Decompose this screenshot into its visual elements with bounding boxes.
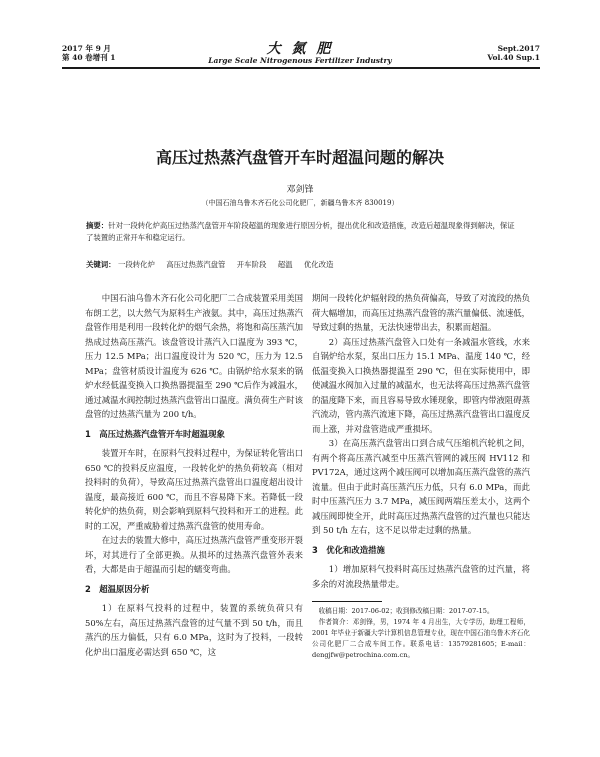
body-paragraph: 装置开车时，在原料气投料过程中，为保证转化管出口 650 ℃的投料反应温度，一段转化炉的热负荷较高（相对投料时的负荷），导致高压过热蒸汽盘管出口温度超出设计温度，最高接近 600 ℃，而且不容易降下来。若降低一段转化炉的热负荷，则会影响到原料气投料和开工的进程。此时的工况，严重威胁着过热蒸汽盘管的使用寿命。: [85, 448, 303, 531]
issue-date-en: [487, 44, 540, 62]
issue-volume-line: 第 40 卷增刊 1: [62, 53, 116, 62]
section-heading: 1 高压过热蒸汽盘管开车时超温现象: [85, 428, 225, 439]
section-heading: 3 优化和改造措施: [312, 544, 385, 555]
keywords: [86, 259, 518, 271]
issue-date-en-line: Sept.2017: [497, 44, 540, 53]
abstract: [86, 220, 518, 244]
article-author: 邓剑锋: [286, 185, 314, 195]
footnote-author-bio: 作者简介：邓剑锋，男，1974 年 4 月出生，大专学历，助理工程师，2001 年毕业于新疆大学计算机信息管理专业，现在中国石油乌鲁木齐石化公司化肥厂二合成车间工作。联系电话：13579281605；E-mail：dengjfw@petrochina.com.cn。: [312, 618, 530, 659]
keyword: 优化改造: [303, 260, 334, 269]
issue-volume-en-line: Vol.40 Sup.1: [487, 53, 540, 62]
author-affiliation: （中国石油乌鲁木齐石化公司化肥厂，新疆乌鲁木齐 830019）: [201, 199, 399, 207]
journal-english-title: Large Scale Nitrogenous Fertilizer Industry: [208, 56, 392, 65]
footnote-divider: [312, 601, 382, 602]
body-column-left: [85, 291, 303, 659]
journal-header: [0, 0, 600, 70]
keyword: 一段转化炉: [117, 260, 155, 269]
footnote-received: 收稿日期：2017-06-02；收到修改稿日期：2017-07-15。: [318, 607, 494, 615]
body-paragraph: 在过去的装置大修中，高压过热蒸汽盘管严重变形开裂坏，对其进行了全部更换。从损坏的过热蒸汽盘管外表来看，大都是由于超温而引起的蠕变弯曲。: [85, 535, 303, 574]
body-paragraph: 1）在原料气投料的过程中，装置的系统负荷只有 50%左右，高压过热蒸汽盘管的过气量不到 50 t/h，而且蒸汽的压力偏低，只有 6.0 MPa，这时为了投料，一段转化炉出口温度必需达到 650 ℃，这: [85, 603, 303, 657]
article-title: 高压过热蒸汽盘管开车时超温问题的解决: [155, 148, 444, 167]
abstract-text: 针对一段转化炉高压过热蒸汽盘管开车阶段超温的现象进行原因分析，提出优化和改造措施，改造后超温现象得到解决，保证了装置的正常开车和稳定运行。: [86, 221, 515, 242]
body-paragraph: 3）在高压蒸汽盘管出口到合成气压缩机汽轮机之间，有两个将高压蒸汽减至中压蒸汽管网的减压阀 HV112 和 PV172A，通过这两个减压阀可以增加高压蒸汽盘管的蒸汽流量。但由于此时高压蒸汽压力低，只有 6.0 MPa，而此时中压蒸汽压力 3.7 MPa，减压阀两端压差太小，这两个减压阀即使全开，此时高压过热蒸汽盘管的过汽量也只能达到 50 t/h 左右，这不足以带走过剩的热量。: [312, 438, 530, 535]
header-divider: [62, 67, 540, 69]
section-heading: 2 超温原因分析: [85, 583, 150, 594]
issue-date-line: 2017 年 9 月: [62, 44, 111, 53]
keywords-label: 关键词：: [86, 260, 116, 269]
keyword: 开车阶段: [236, 260, 267, 269]
intro-paragraph: 中国石油乌鲁木齐石化公司化肥厂二合成装置采用美国布朗工艺，以大然气为原料生产液氨。其中，高压过热蒸汽盘管作用是利用一段转化炉的烟气余热，将饱和高压蒸汽加热成过热高压蒸汽。该盘管设计蒸汽入口温度为 393 ℃，压力 12.5 MPa；出口温度设计为 520 ℃，压力为 12.5 MPa；盘管材质设计温度为 626 ℃。由锅炉给水泵来的锅炉水经低温变换入口换热器提温至 290 ℃后作为减温水，通过减温水阀控制过热蒸汽盘管出口温度。满负荷生产时该盘管的过热蒸汽量为 200 t/h。: [85, 293, 303, 419]
keyword: 超温: [277, 260, 293, 269]
body-paragraph-continued: 期间一段转化炉辐射段的热负荷偏高，导致了对流段的热负荷大幅增加，而高压过热蒸汽盘管的蒸汽量偏低、流速低，导致过剩的热量，无法快速带出去，积累而超温。: [312, 293, 530, 332]
abstract-label: 摘要：: [86, 221, 109, 230]
keyword: 高压过热蒸汽盘管: [166, 260, 226, 269]
body-column-right: [312, 291, 530, 661]
body-paragraph: 1）增加原料气投料时高压过热蒸汽盘管的过汽量，将多余的对流段热量带走。: [312, 564, 530, 589]
body-paragraph: 2）高压过热蒸汽盘管入口处有一条减温水管线，水来自锅炉给水泵，泵出口压力 15.1 MPa、温度 140 ℃，经低温变换入口换热器提温至 290 ℃，但在实际使用中，即使减温水阀加入过量的减温水，也无法将高压过热蒸汽盘管的温度降下来，而且容易导致水锤现象，即管内带液阻碍蒸汽流动，管内蒸汽流速下降，高压过热蒸汽盘管出口温度反而上涨，并对盘管造成严重损坏。: [312, 336, 530, 434]
journal-logo: 大 氮 肥: [266, 41, 334, 57]
